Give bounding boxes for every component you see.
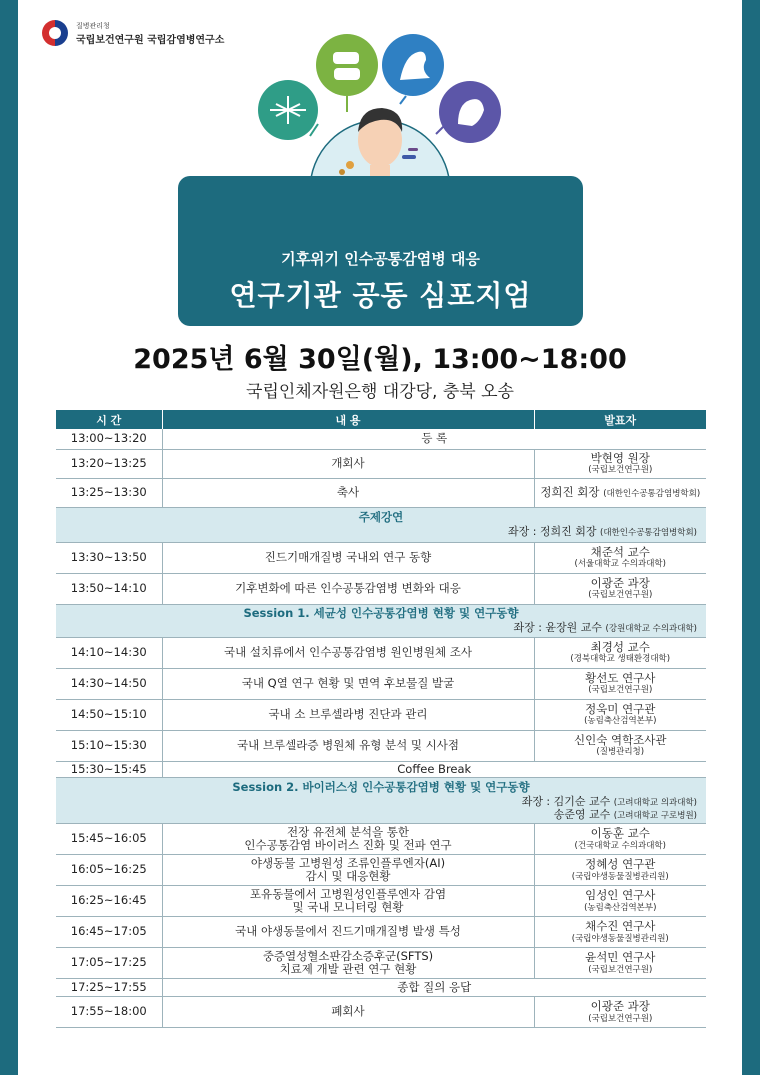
header-time: 시 간 bbox=[56, 410, 162, 429]
speaker-affiliation: (경북대학교 생태환경대학) bbox=[570, 654, 671, 665]
rooster-icon bbox=[382, 34, 444, 104]
speaker-cell bbox=[534, 573, 706, 604]
content-cell: 국내 설치류에서 인수공통감염병 원인병원체 조사 bbox=[162, 637, 534, 668]
time-cell: 13:25~13:30 bbox=[56, 478, 162, 507]
table-row bbox=[56, 917, 706, 948]
table-header-row bbox=[56, 410, 706, 429]
speaker-cell bbox=[534, 917, 706, 948]
session-chair bbox=[59, 621, 703, 634]
time-cell: 17:05~17:25 bbox=[56, 948, 162, 979]
institute-names: 국립보건연구원 국립감염병연구소 bbox=[76, 34, 225, 46]
event-venue: 국립인체자원은행 대강당, 충북 오송 bbox=[246, 382, 514, 402]
table-row bbox=[56, 824, 706, 855]
speaker-cell bbox=[534, 855, 706, 886]
speaker-affiliation: (농림축산검역본부) bbox=[584, 903, 657, 914]
content-line: 포유동물에서 고병원성인플루엔자 감염 bbox=[249, 886, 447, 901]
time-cell: 15:45~16:05 bbox=[56, 824, 162, 855]
time-cell: 16:05~16:25 bbox=[56, 855, 162, 886]
content-cell: Coffee Break bbox=[162, 761, 706, 778]
event-date: 2025년 6월 30일(월), 13:00~18:00 bbox=[133, 344, 627, 375]
speaker-affiliation: (국립야생동물질병관리원) bbox=[571, 872, 669, 883]
table-row bbox=[56, 478, 706, 507]
title-banner bbox=[178, 176, 583, 326]
chair-affiliation: (고려대학교 의과대학) bbox=[613, 797, 697, 808]
table-row bbox=[56, 637, 706, 668]
speaker-affiliation: (건국대학교 수의과대학) bbox=[574, 841, 666, 852]
session1-header bbox=[56, 604, 706, 637]
speaker-name: 정욱미 연구관 bbox=[585, 701, 656, 716]
content-cell: 국내 Q열 연구 현황 및 면역 후보물질 발굴 bbox=[162, 668, 534, 699]
table-row bbox=[56, 449, 706, 478]
time-cell: 16:25~16:45 bbox=[56, 886, 162, 917]
mosquito-icon bbox=[258, 80, 318, 140]
speaker-cell bbox=[534, 668, 706, 699]
speaker-cell bbox=[534, 886, 706, 917]
table-row bbox=[56, 699, 706, 730]
speaker-affiliation: (국립보건연구원) bbox=[588, 1014, 653, 1025]
speaker-name: 임성인 연구사 bbox=[585, 888, 656, 903]
content-line: 감시 및 대응현황 bbox=[305, 869, 391, 884]
header-speaker: 발표자 bbox=[534, 410, 706, 429]
content-line: 인수공통감염 바이러스 진화 및 전파 연구 bbox=[244, 838, 452, 853]
speaker-name: 정혜성 연구관 bbox=[585, 857, 656, 872]
speaker-cell bbox=[534, 997, 706, 1028]
time-cell: 15:10~15:30 bbox=[56, 730, 162, 761]
speaker-cell bbox=[534, 637, 706, 668]
header-content: 내 용 bbox=[162, 410, 534, 429]
chair-name: 좌장 : 윤장원 교수 bbox=[513, 620, 603, 634]
dog-icon bbox=[436, 81, 501, 143]
speaker-name: 채준석 교수 bbox=[590, 544, 650, 559]
agency-name: 질병관리청 bbox=[76, 21, 110, 30]
speaker-cell bbox=[534, 478, 706, 507]
speaker-name: 윤석민 연구사 bbox=[585, 950, 656, 965]
chair-affiliation: (고려대학교 구로병원) bbox=[613, 810, 697, 821]
content-cell: 기후변화에 따른 인수공통감염병 변화와 대응 bbox=[162, 573, 534, 604]
speaker-affiliation: (서울대학교 수의과대학) bbox=[574, 559, 666, 570]
speaker-cell bbox=[534, 730, 706, 761]
session-chair bbox=[59, 525, 703, 538]
speaker-affiliation: (국립보건연구원) bbox=[588, 465, 653, 476]
table-row bbox=[56, 730, 706, 761]
time-cell: 14:10~14:30 bbox=[56, 637, 162, 668]
session-title: Session 1. 세균성 인수공통감염병 현황 및 연구동향 bbox=[243, 606, 519, 620]
table-row bbox=[56, 573, 706, 604]
table-row bbox=[56, 542, 706, 573]
table-row bbox=[56, 855, 706, 886]
speaker-cell bbox=[534, 699, 706, 730]
table-row bbox=[56, 886, 706, 917]
content-cell: 개회사 bbox=[162, 449, 534, 478]
content-line: 치료제 개발 관련 연구 현황 bbox=[279, 962, 417, 977]
time-cell: 13:30~13:50 bbox=[56, 542, 162, 573]
schedule-table bbox=[56, 410, 706, 1028]
speaker-name: 이광준 과장 bbox=[590, 575, 650, 590]
content-cell bbox=[162, 855, 534, 886]
speaker-affiliation: (국립보건연구원) bbox=[588, 590, 653, 601]
content-cell bbox=[162, 824, 534, 855]
keynote-session-header bbox=[56, 507, 706, 542]
chair-name: 송준영 교수 bbox=[553, 807, 611, 821]
speaker-name: 정희진 회장 bbox=[540, 484, 600, 499]
chair-name: 좌장 : 김기순 교수 bbox=[521, 794, 611, 808]
speaker-cell bbox=[534, 948, 706, 979]
session-title: Session 2. 바이러스성 인수공통감염병 현황 및 연구동향 bbox=[232, 779, 530, 794]
speaker-affiliation: (국립야생동물질병관리원) bbox=[571, 934, 669, 945]
speaker-name: 신인숙 역학조사관 bbox=[573, 732, 667, 747]
speaker-affiliation: (대한인수공통감염병학회) bbox=[603, 488, 701, 499]
session-cochair bbox=[59, 808, 703, 821]
session-title: 주제강연 bbox=[358, 510, 404, 524]
content-cell: 종합 질의 응답 bbox=[162, 979, 706, 997]
speaker-affiliation: (국립보건연구원) bbox=[588, 685, 653, 696]
event-title: 연구기관 공동 심포지엄 bbox=[229, 279, 532, 312]
table-row bbox=[56, 997, 706, 1028]
speaker-affiliation: (국립보건연구원) bbox=[588, 965, 653, 976]
time-cell: 15:30~15:45 bbox=[56, 761, 162, 778]
speaker-name: 이광준 과장 bbox=[590, 999, 650, 1014]
table-row bbox=[56, 429, 706, 449]
speaker-name: 최경성 교수 bbox=[590, 639, 650, 654]
time-cell: 17:25~17:55 bbox=[56, 979, 162, 997]
speaker-name: 황선도 연구사 bbox=[585, 670, 656, 685]
speaker-cell bbox=[534, 824, 706, 855]
session2-header bbox=[56, 778, 706, 824]
speaker-affiliation: (농림축산검역본부) bbox=[584, 716, 657, 727]
chair-affiliation: (강원대학교 수의과대학) bbox=[605, 623, 697, 634]
time-cell: 14:30~14:50 bbox=[56, 668, 162, 699]
content-cell: 국내 소 브루셀라병 진단과 관리 bbox=[162, 699, 534, 730]
chair-name: 좌장 : 정희진 회장 bbox=[507, 524, 597, 538]
content-cell: 국내 브루셀라증 병원체 유형 분석 및 시사점 bbox=[162, 730, 534, 761]
livestock-icon bbox=[316, 34, 378, 112]
time-cell: 14:50~15:10 bbox=[56, 699, 162, 730]
time-cell: 13:20~13:25 bbox=[56, 449, 162, 478]
chair-affiliation: (대한인수공통감염병학회) bbox=[600, 527, 697, 538]
speaker-name: 이동훈 교수 bbox=[590, 826, 650, 841]
table-row bbox=[56, 668, 706, 699]
content-line: 및 국내 모니터링 현황 bbox=[292, 900, 404, 915]
content-cell: 폐회사 bbox=[162, 997, 534, 1028]
speaker-affiliation: (질병관리청) bbox=[596, 747, 645, 758]
time-cell: 13:00~13:20 bbox=[56, 429, 162, 449]
content-cell: 등 록 bbox=[162, 429, 706, 449]
content-line: 중증열성혈소판감소증후군(SFTS) bbox=[262, 948, 434, 963]
content-line: 전장 유전체 분석을 통한 bbox=[286, 824, 410, 839]
hero-illustration bbox=[0, 0, 760, 330]
table-row bbox=[56, 979, 706, 997]
speaker-name: 채수진 연구사 bbox=[585, 919, 656, 934]
table-row bbox=[56, 761, 706, 778]
time-cell: 13:50~14:10 bbox=[56, 573, 162, 604]
session-chair bbox=[59, 795, 703, 808]
content-cell: 국내 야생동물에서 진드기매개질병 발생 특성 bbox=[162, 917, 534, 948]
content-cell: 축사 bbox=[162, 478, 534, 507]
content-line: 야생동물 고병원성 조류인플루엔자(AI) bbox=[250, 855, 446, 870]
speaker-cell bbox=[534, 542, 706, 573]
content-cell bbox=[162, 948, 534, 979]
table-row bbox=[56, 948, 706, 979]
event-subtitle: 기후위기 인수공통감염병 대응 bbox=[281, 250, 480, 268]
content-cell bbox=[162, 886, 534, 917]
speaker-cell bbox=[534, 449, 706, 478]
content-cell: 진드기매개질병 국내외 연구 동향 bbox=[162, 542, 534, 573]
time-cell: 17:55~18:00 bbox=[56, 997, 162, 1028]
speaker-name: 박현영 원장 bbox=[590, 450, 650, 465]
time-cell: 16:45~17:05 bbox=[56, 917, 162, 948]
